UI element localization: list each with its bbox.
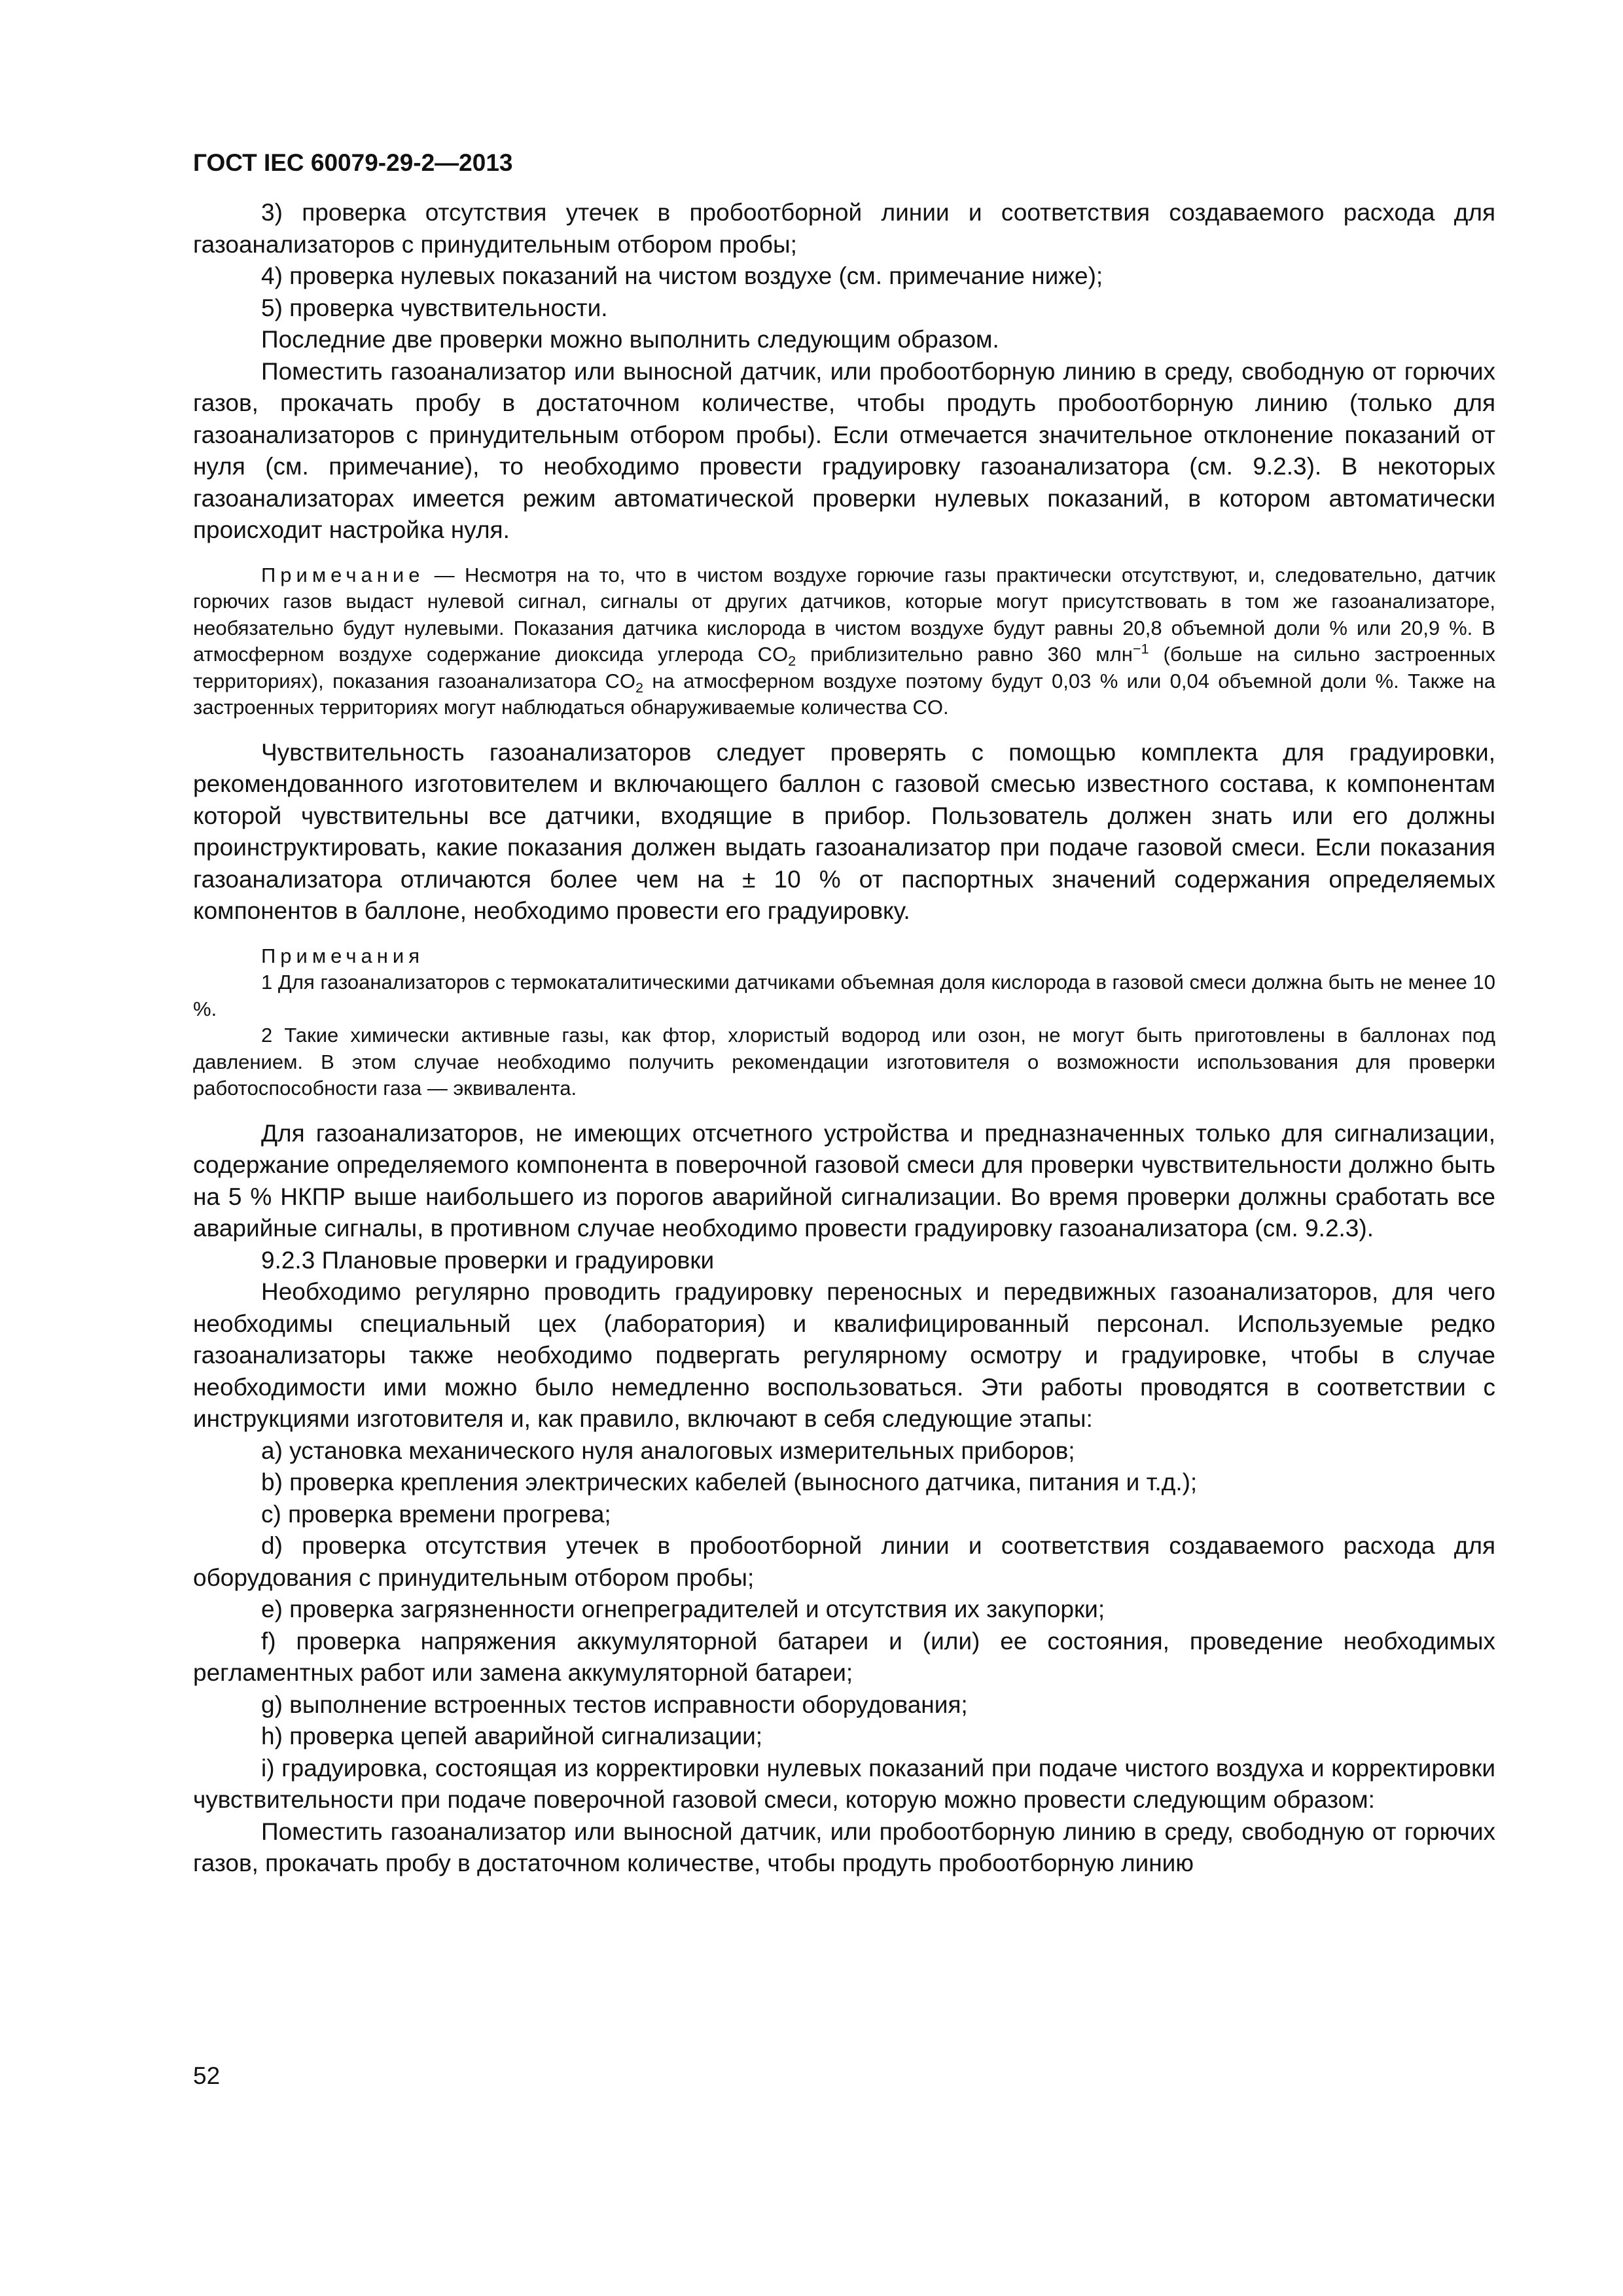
text-block-3 bbox=[193, 1118, 1495, 1880]
paragraph: Последние две проверки можно выполнить следующим образом. bbox=[261, 326, 999, 353]
paragraph: Для газоанализаторов, не имеющих отсчетного устройства и предназначенных только для сигнализации, содержание определяемого компонента в поверочной газовой смеси для проверки чувствительности должно быть на 5 % НКПР выше наибольшего из порогов аварийной сигнализации. Во время проверки должны сработать все аварийные сигналы, в противном случае необходимо провести градуировку газоанализатора (см. 9.2.3). bbox=[193, 1119, 1495, 1242]
document-header: ГОСТ IEC 60079-29-2—2013 bbox=[193, 149, 513, 176]
note-item: 1 Для газоанализаторов с термокаталитическими датчиками объемная доля кислорода в газовой смеси должна быть не менее 10 %. bbox=[193, 971, 1495, 1020]
paragraph: 4) проверка нулевых показаний на чистом воздухе (см. примечание ниже); bbox=[261, 262, 1103, 289]
text-block-1 bbox=[193, 197, 1495, 547]
note-item: 2 Такие химически активные газы, как фтор, хлористый водород или озон, не могут быть приготовлены в баллонах под давлением. В этом случае необходимо получить рекомендации изготовителя о возможности использования для проверки работоспособности газа — эквивалента. bbox=[193, 1024, 1495, 1100]
notes-label: Примечания bbox=[261, 944, 424, 967]
note-text-part: Несмотря на то, что в чистом воздухе горючие газы практически отсутствуют, и, следовательно, датчик горючих газов выдаст нулевой сигнал, сигналы от других датчиков, которые могут присутствовать в том же газоанализаторе, необязательно будут нулевыми. Показания датчика кислорода в чистом воздухе будут равны 20,8 объемной доли % или 20,9 %. В атмосферном воздухе содержание диоксида углерода CO bbox=[193, 563, 1495, 666]
note-1-text bbox=[193, 562, 1495, 721]
paragraph: Поместить газоанализатор или выносной датчик, или пробоотборную линию в среду, свободную от горючих газов, прокачать пробу в достаточном количестве, чтобы продуть пробоотборную линию (только для газоанализаторов с принудительным отбором пробы). Если отмечается значительное отклонение показаний от нуля (см. примечание), то необходимо провести градуировку газоанализатора (см. 9.2.3). В некоторых газоанализаторах имеется режим автоматической проверки нулевых показаний, в котором автоматически происходит настройка нуля. bbox=[193, 357, 1495, 543]
note-1 bbox=[193, 562, 1495, 721]
text-block-2 bbox=[193, 737, 1495, 927]
subscript: 2 bbox=[635, 679, 644, 696]
note-text-part: на атмосферном воздухе поэтому будут 0,03 % или 0,04 объемной доли %. Также на застроенных территориях могут наблюдаться обнаруживаемые количества CO. bbox=[193, 669, 1495, 719]
paragraph: 3) проверка отсутствия утечек в пробоотборной линии и соответствия создаваемого расхода для газоанализаторов с принудительным отбором пробы; bbox=[193, 199, 1495, 258]
paragraph: 5) проверка чувствительности. bbox=[261, 294, 608, 321]
subscript: 2 bbox=[788, 653, 796, 670]
list-item: i) градуировка, состоящая из корректировки нулевых показаний при подаче чистого воздуха и корректировки чувствительности при подаче поверочной газовой смеси, которую можно провести следующим образом: bbox=[193, 1754, 1495, 1813]
list-item: g) выполнение встроенных тестов исправности оборудования; bbox=[261, 1691, 968, 1718]
paragraph: Поместить газоанализатор или выносной датчик, или пробоотборную линию в среду, свободную от горючих газов, прокачать пробу в достаточном количестве, чтобы продуть пробоотборную линию bbox=[193, 1818, 1495, 1876]
list-item: d) проверка отсутствия утечек в пробоотборной линии и соответствия создаваемого расхода для оборудования с принудительным отбором пробы; bbox=[193, 1532, 1495, 1591]
list-item: b) проверка крепления электрических кабелей (выносного датчика, питания и т.д.); bbox=[261, 1469, 1198, 1496]
paragraph: Необходимо регулярно проводить градуировку переносных и передвижных газоанализаторов, для чего необходимы специальный цех (лаборатория) и квалифицированный персонал. Используемые редко газоанализаторы также необходимо подвергать регулярному осмотру и градуировке, чтобы в случае необходимости ими можно было немедленно воспользоваться. Эти работы проводятся в соответствии с инструкциями изготовителя и, как правило, включают в себя следующие этапы: bbox=[193, 1278, 1495, 1432]
note-2 bbox=[193, 943, 1495, 1102]
list-item: h) проверка цепей аварийной сигнализации; bbox=[261, 1723, 763, 1749]
list-item: f) проверка напряжения аккумуляторной батареи и (или) ее состояния, проведение необходимых регламентных работ или замена аккумуляторной батареи; bbox=[193, 1627, 1495, 1686]
section-heading: 9.2.3 Плановые проверки и градуировки bbox=[261, 1246, 715, 1274]
list-item: e) проверка загрязненности огнепреградителей и отсутствия их закупорки; bbox=[261, 1596, 1105, 1623]
paragraph: Чувствительность газоанализаторов следует проверять с помощью комплекта для градуировки, рекомендованного изготовителем и включающего баллон с газовой смесью известного состава, к компонентам которой чувствительны все датчики, входящие в прибор. Пользователь должен знать или его должны проинструктировать, какие показания должен выдать газоанализатор при подаче газовой смеси. Если показания газоанализатора отличаются более чем на ± 10 % от паспортных значений содержания определяемых компонентов в баллоне, необходимо провести его градуировку. bbox=[193, 738, 1495, 924]
list-item: a) установка механического нуля аналоговых измерительных приборов; bbox=[261, 1437, 1075, 1464]
superscript: −1 bbox=[1132, 640, 1149, 657]
page-number: 52 bbox=[193, 2062, 221, 2089]
note-2-label bbox=[193, 943, 1495, 970]
document-page bbox=[193, 147, 1495, 2261]
list-item: c) проверка времени прогрева; bbox=[261, 1500, 611, 1528]
note-dash: — bbox=[424, 563, 465, 586]
note-text-part: (больше на сильно застроенных территориях), показания газоанализатора CO bbox=[193, 643, 1495, 692]
note-label: Примечание bbox=[261, 563, 425, 586]
note-text-part: приблизительно равно 360 млн bbox=[796, 643, 1133, 666]
